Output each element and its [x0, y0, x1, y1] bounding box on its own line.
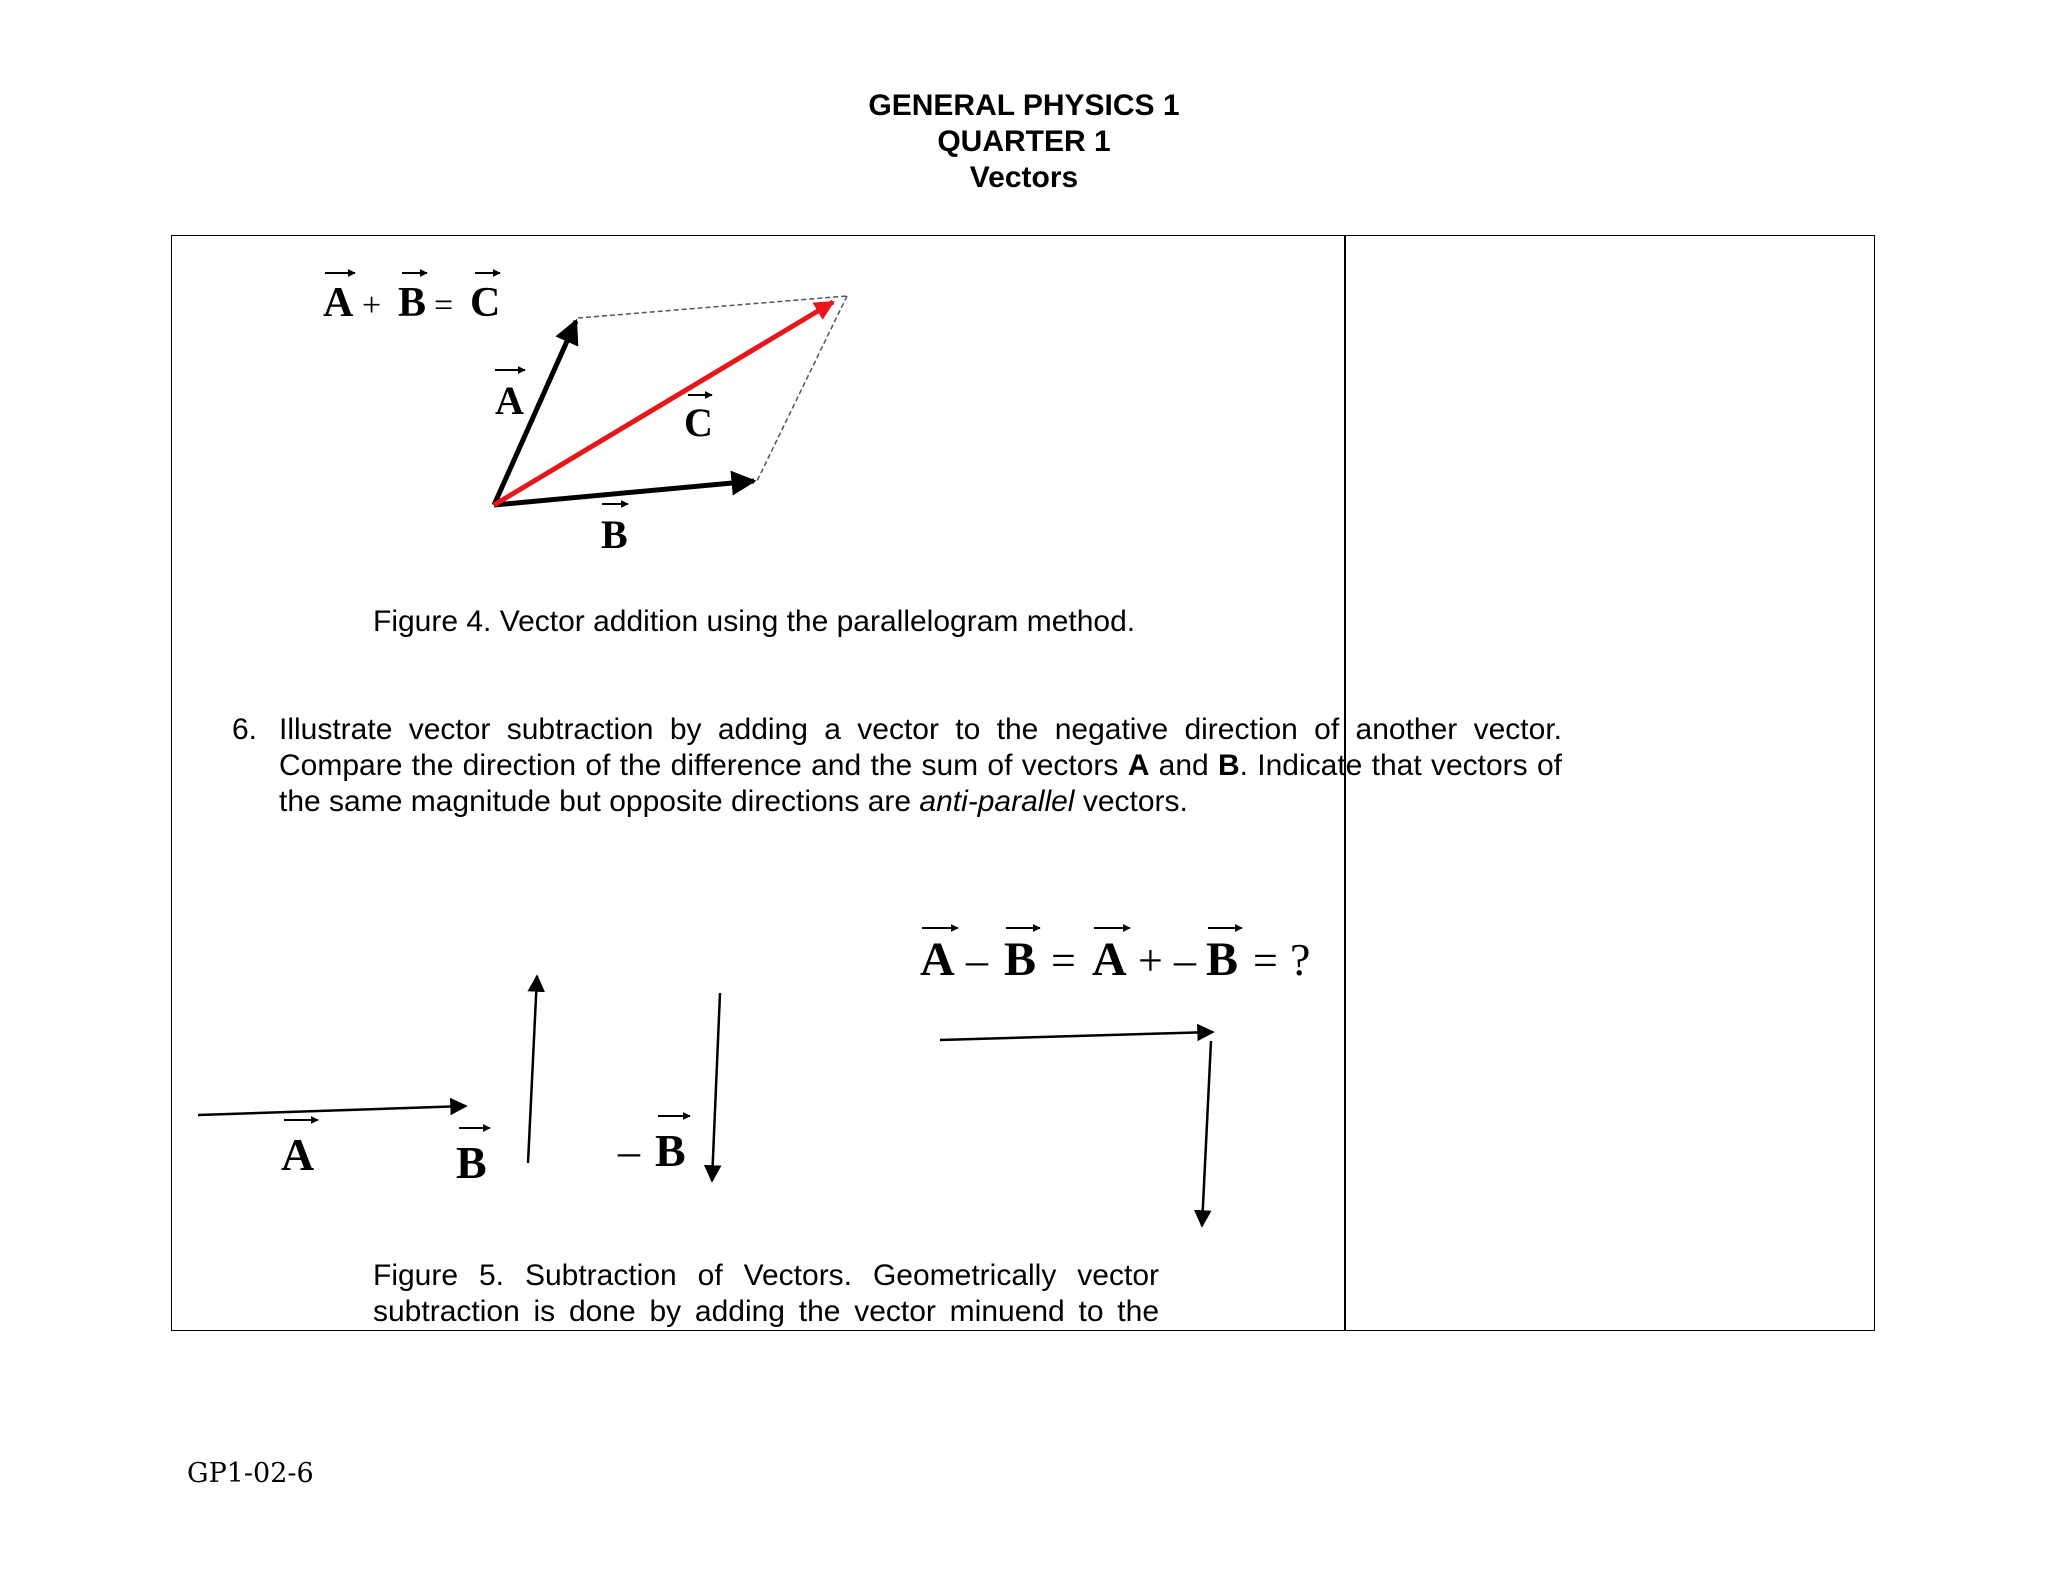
- item-text: Illustrate vector subtraction by adding a vector to the negative direction of another vector. Compare the direction of the difference and the sum of vectors A and B. Indicate that vectors of the same magnitude but opposite directions are anti-parallel vectors.: [279, 713, 1562, 818]
- fig4-dashed-top: [578, 296, 847, 318]
- fig5-eq-a2: A: [1092, 933, 1127, 986]
- fig5-eq-eq2: =: [1253, 936, 1278, 985]
- page-code: GP1-02-6: [187, 1458, 314, 1489]
- fig4-vector-b: [494, 481, 754, 505]
- fig4-label-b: B: [601, 512, 628, 557]
- fig4-eq-equals: =: [434, 287, 454, 324]
- fig5-eq-b2: B: [1206, 933, 1239, 986]
- fig4-equation: [323, 273, 500, 326]
- course-title: GENERAL PHYSICS 1: [868, 89, 1180, 122]
- fig5-eq-b1: B: [1004, 933, 1037, 986]
- fig5-eq-minus1: –: [966, 936, 988, 985]
- quarter-label: QUARTER 1: [937, 125, 1111, 158]
- fig5-eq-plus: +: [1138, 936, 1163, 985]
- fig4-eq-plus: +: [362, 287, 382, 324]
- fig4-dashed-right: [757, 296, 847, 481]
- topic-title: Vectors: [969, 161, 1079, 194]
- fig5-label-b: B: [456, 1137, 487, 1188]
- fig4-eq-a: A: [323, 280, 354, 326]
- fig5-label-a: A: [281, 1129, 315, 1180]
- bold-b: B: [1218, 749, 1240, 782]
- fig5-eq-a1: A: [920, 933, 955, 986]
- fig4-vector-c: [494, 302, 833, 505]
- fig5-vector-b: [528, 976, 537, 1163]
- anti-parallel-term: anti-parallel: [919, 785, 1075, 818]
- fig5-label-neg-b: B: [655, 1125, 686, 1176]
- fig5-equation: [920, 928, 1310, 986]
- fig5-eq-question: ?: [1290, 934, 1311, 985]
- fig5-vector-neg-b: [712, 993, 720, 1181]
- fig4-label-a: A: [495, 378, 524, 423]
- fig5-eq-eq1: =: [1051, 936, 1076, 985]
- figure5-caption: Figure 5. Subtraction of Vectors. Geometrically vector subtraction is done by adding the vector minuend to the: [373, 1259, 1159, 1328]
- fig5-sum-vector-neg-b: [1202, 1041, 1211, 1226]
- item-number: 6.: [232, 713, 258, 746]
- fig5-vector-a: [198, 1106, 466, 1115]
- fig5-vectors: [198, 976, 1213, 1226]
- fig4-eq-b: B: [398, 280, 427, 326]
- fig5-sum-vector-a: [940, 1032, 1213, 1040]
- fig4-parallelogram: [494, 296, 847, 557]
- fig5-eq-minus2: –: [1174, 936, 1196, 985]
- fig4-eq-c: C: [470, 280, 501, 326]
- bold-a: A: [1127, 749, 1150, 782]
- fig4-label-c: C: [684, 400, 713, 445]
- fig5-label-neg-sign: –: [618, 1127, 640, 1176]
- figure4-caption: Figure 4. Vector addition using the parallelogram method.: [373, 605, 1136, 638]
